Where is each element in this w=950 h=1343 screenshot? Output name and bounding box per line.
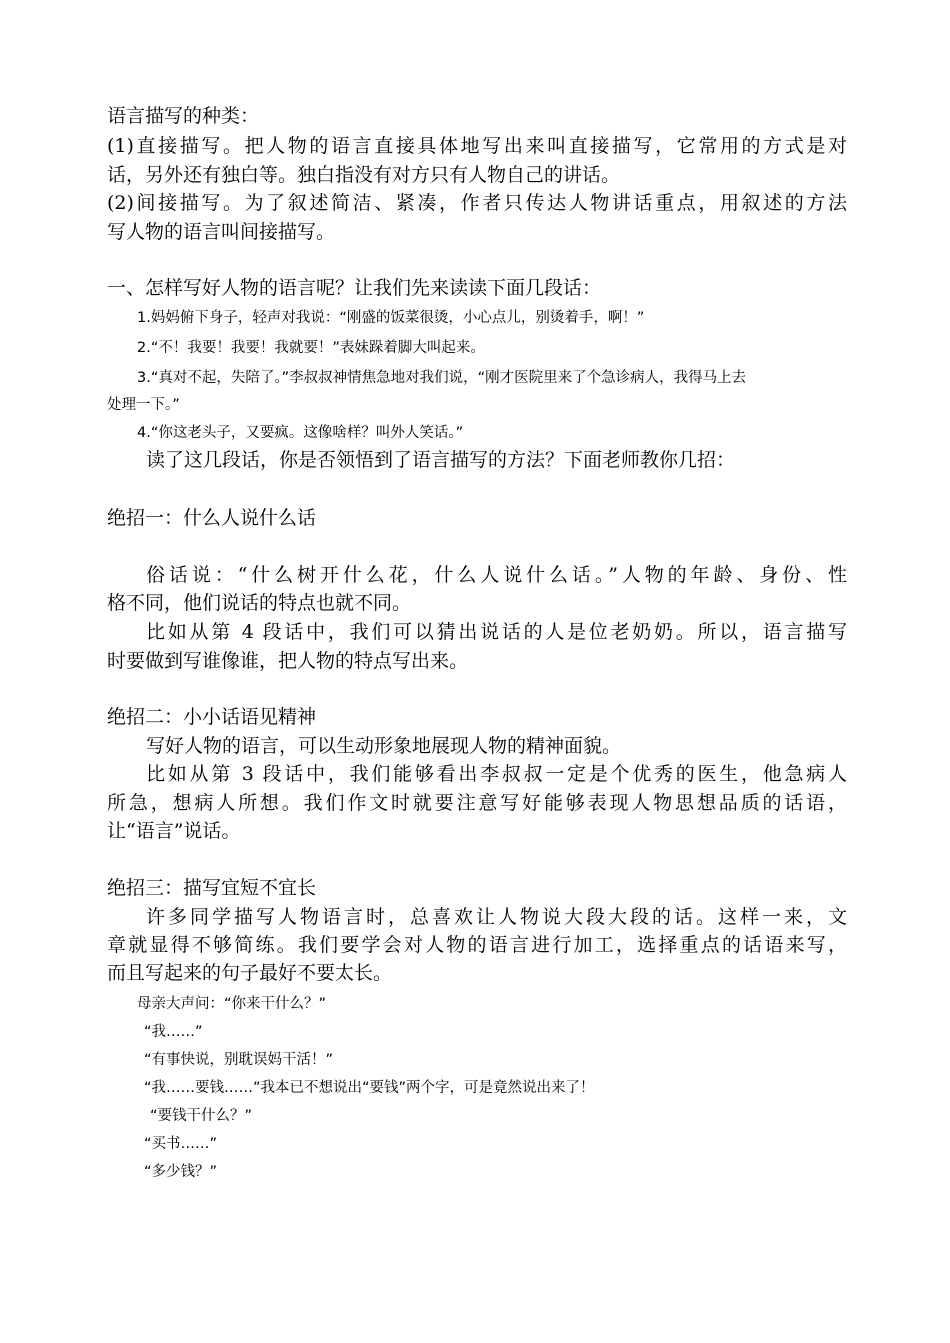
tip2-para2-line2: 所急，想病人所想。我们作文时就要注意写好能够表现人物思想品质的话语， (107, 792, 847, 814)
tip2-para2-line3: 让“语言”说话。 (107, 820, 241, 842)
dialogue-line: “有事快说，别耽误妈干活！” (144, 1052, 334, 1068)
tip3-para1-line3: 而且写起来的句子最好不要太长。 (107, 962, 393, 984)
example-4: 4.“你这老头子，又要疯。这像啥样？叫外人笑话。” (137, 425, 464, 441)
tip1-para2-line2: 时要做到写谁像谁，把人物的特点写出来。 (107, 650, 469, 672)
tip3-para1-line2: 章就显得不够简练。我们要学会对人物的语言进行加工，选择重点的话语来写， (107, 934, 847, 956)
tip1-para1-line2: 格不同，他们说话的特点也就不同。 (107, 592, 412, 614)
example-3-line1: 3.“真对不起，失陪了。”李叔叔神情焦急地对我们说，“刚才医院里来了个急诊病人，我得马上去 (137, 370, 747, 386)
tip2-para2-line1: 比如从第 3 段话中，我们能够看出李叔叔一定是个优秀的医生，他急病人 (146, 763, 847, 785)
section1-summary: 读了这几段话，你是否领悟到了语言描写的方法？下面老师教你几招： (146, 449, 736, 471)
dialogue-line: “买书……” (144, 1136, 218, 1152)
section1-heading: 一、怎样写好人物的语言呢？让我们先来读读下面几段话： (107, 277, 602, 299)
example-3-line2: 处理一下。” (107, 397, 180, 413)
intro-heading: 语言描写的种类： (107, 105, 260, 127)
example-2: 2.“不！我要！我要！我就要！”表妹跺着脚大叫起来。 (137, 340, 485, 356)
tip1-heading: 绝招一：什么人说什么话 (107, 507, 317, 529)
intro-item2-line2: 写人物的语言叫间接描写。 (107, 221, 336, 243)
tip1-para2-line1: 比如从第 4 段话中，我们可以猜出说话的人是位老奶奶。所以，语言描写 (146, 621, 847, 643)
dialogue-line: “我……” (144, 1024, 203, 1040)
intro-item1-line2: 话，另外还有独白等。独白指没有对方只有人物自己的讲话。 (107, 164, 621, 186)
tip3-para1-line1: 许多同学描写人物语言时，总喜欢让人物说大段大段的话。这样一来，文 (146, 906, 847, 928)
dialogue-line: 母亲大声问：“你来干什么？” (137, 996, 327, 1012)
tip1-para1-line1: 俗话说：“什么树开什么花，什么人说什么话。”人物的年龄、身份、性 (146, 564, 847, 586)
tip2-heading: 绝招二：小小话语见精神 (107, 706, 317, 728)
intro-item2-line1: (2)间接描写。为了叙述简洁、紧凑，作者只传达人物讲话重点，用叙述的方法 (107, 192, 847, 214)
tip2-para1: 写好人物的语言，可以生动形象地展现人物的精神面貌。 (146, 735, 622, 757)
dialogue-line: “我……要钱……”我本已不想说出“要钱”两个字，可是竟然说出来了！ (144, 1080, 595, 1096)
dialogue-line: “多少钱？” (144, 1164, 218, 1180)
intro-item1-line1: (1)直接描写。把人物的语言直接具体地写出来叫直接描写，它常用的方式是对 (107, 135, 847, 157)
tip3-heading: 绝招三：描写宜短不宜长 (107, 877, 317, 899)
dialogue-line: “要钱干什么？” (150, 1108, 253, 1124)
example-1: 1.妈妈俯下身子，轻声对我说：“刚盛的饭菜很烫，小心点儿，别烫着手，啊！” (137, 310, 645, 326)
